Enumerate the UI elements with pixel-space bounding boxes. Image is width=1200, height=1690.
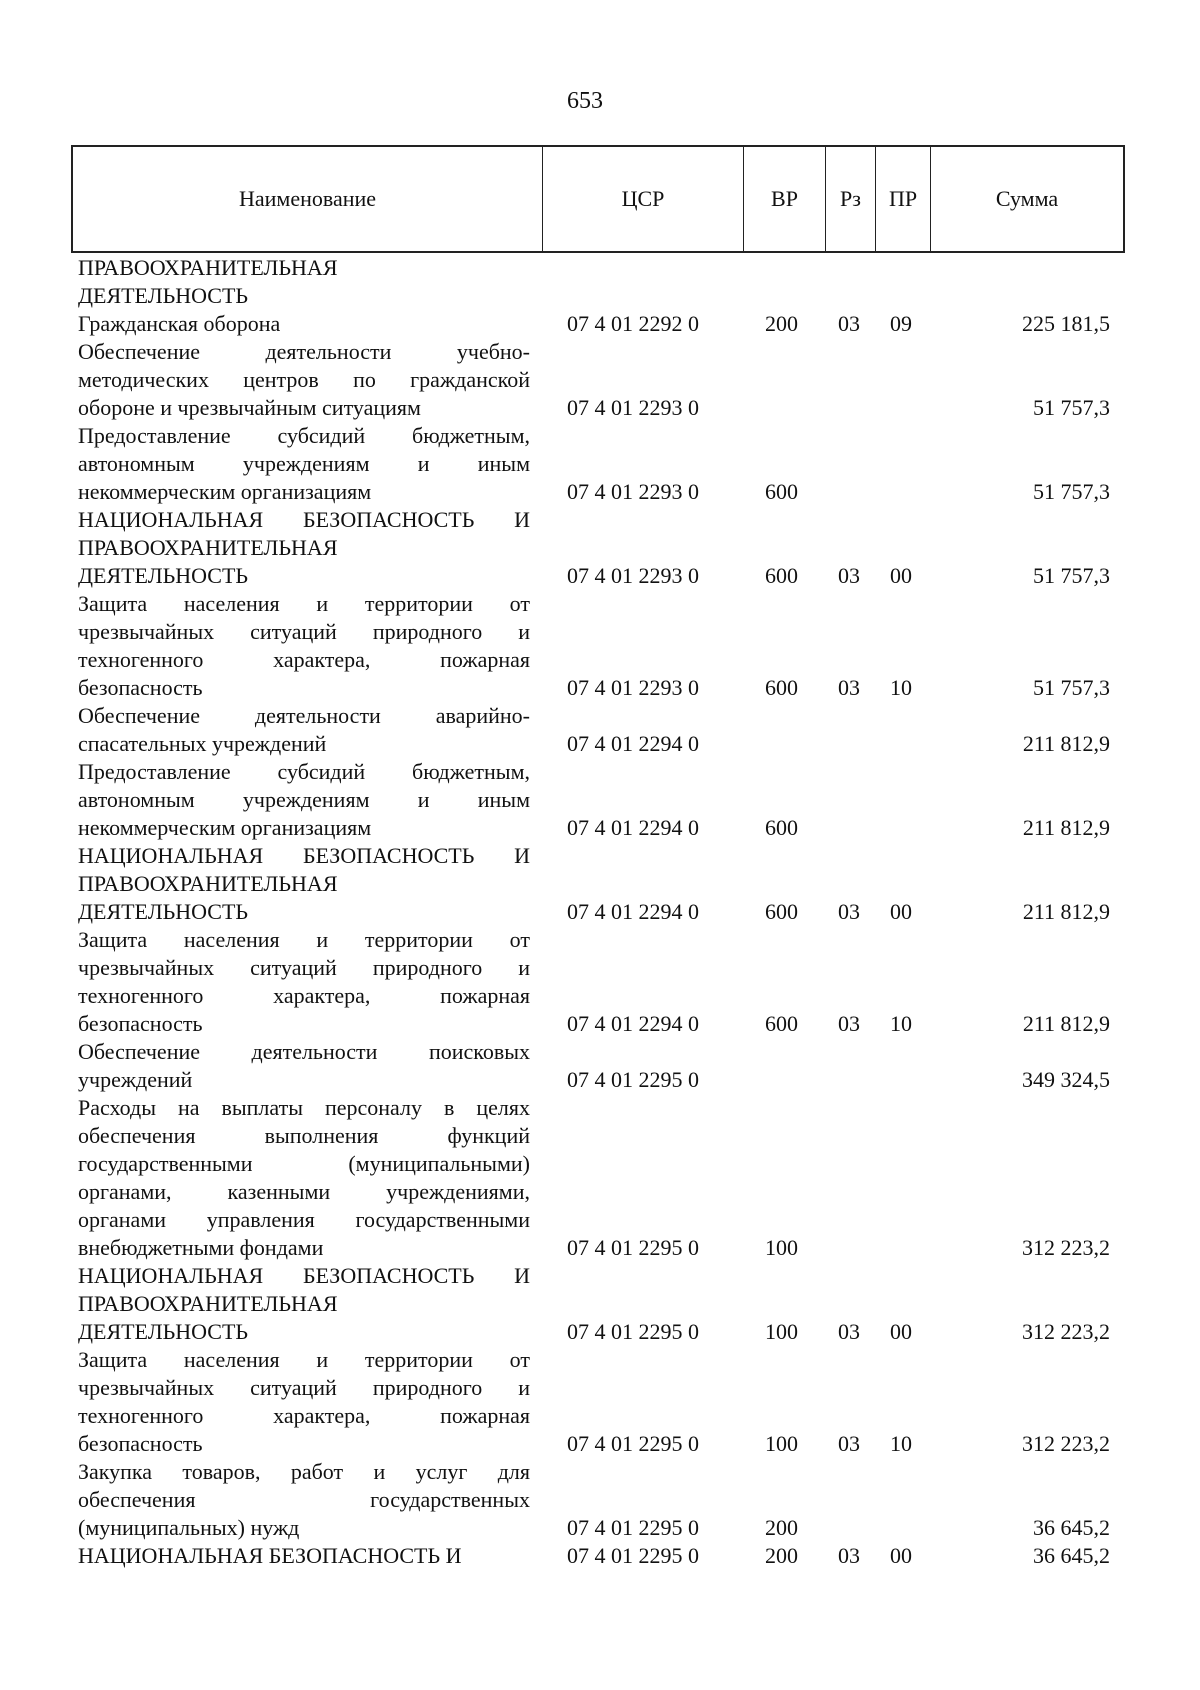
row-name-line: техногенного характера, пожарная xyxy=(78,647,530,672)
row-name-line: чрезвычайных ситуаций природного и xyxy=(78,619,530,644)
header-csr: ЦСР xyxy=(543,147,744,251)
row-sum: 51 757,3 xyxy=(1033,479,1110,504)
row-name-line: ДЕЯТЕЛЬНОСТЬ xyxy=(78,899,249,924)
row-name-line: спасательных учреждений xyxy=(78,731,327,756)
row-sum: 312 223,2 xyxy=(1022,1235,1110,1260)
table-row xyxy=(0,422,1200,506)
row-rz: 03 xyxy=(838,311,860,336)
table-header xyxy=(71,145,1125,253)
row-csr: 07 4 01 2295 0 xyxy=(567,1543,699,1568)
row-vr: 600 xyxy=(765,479,798,504)
row-name-line: безопасность xyxy=(78,675,203,700)
row-name-line: техногенного характера, пожарная xyxy=(78,983,530,1008)
row-pr: 10 xyxy=(890,1431,912,1456)
row-rz: 03 xyxy=(838,1011,860,1036)
row-sum: 211 812,9 xyxy=(1022,899,1110,924)
row-sum: 211 812,9 xyxy=(1022,1011,1110,1036)
row-rz: 03 xyxy=(838,899,860,924)
row-vr: 100 xyxy=(765,1319,798,1344)
table-row xyxy=(0,506,1200,590)
row-csr: 07 4 01 2293 0 xyxy=(567,563,699,588)
row-name-line: ПРАВООХРАНИТЕЛЬНАЯ xyxy=(78,871,338,896)
row-rz: 03 xyxy=(838,1319,860,1344)
row-rz: 03 xyxy=(838,563,860,588)
row-name-line: Предоставление субсидий бюджетным, xyxy=(78,423,530,448)
row-name-line: чрезвычайных ситуаций природного и xyxy=(78,1375,530,1400)
row-csr: 07 4 01 2295 0 xyxy=(567,1319,699,1344)
row-vr: 600 xyxy=(765,563,798,588)
row-vr: 100 xyxy=(765,1235,798,1260)
table-row xyxy=(0,702,1200,758)
header-vr: ВР xyxy=(744,147,826,251)
row-csr: 07 4 01 2292 0 xyxy=(567,311,699,336)
row-name-line: Защита населения и территории от xyxy=(78,927,530,952)
row-rz: 03 xyxy=(838,1431,860,1456)
row-name xyxy=(78,1038,530,1094)
row-name xyxy=(78,506,530,590)
row-name-line: Обеспечение деятельности аварийно- xyxy=(78,703,530,728)
row-vr: 200 xyxy=(765,311,798,336)
row-name-line: обеспечения выполнения функций xyxy=(78,1123,530,1148)
row-name-line: Расходы на выплаты персоналу в целях xyxy=(78,1095,530,1120)
table-row xyxy=(0,926,1200,1038)
table-row xyxy=(0,1458,1200,1542)
row-name-line: органами, казенными учреждениями, xyxy=(78,1179,530,1204)
row-name xyxy=(78,702,530,758)
row-sum: 211 812,9 xyxy=(1022,815,1110,840)
row-pr: 10 xyxy=(890,675,912,700)
row-sum: 51 757,3 xyxy=(1033,395,1110,420)
row-name-line: методических центров по гражданской xyxy=(78,367,530,392)
row-name-line: ПРАВООХРАНИТЕЛЬНАЯ xyxy=(78,1291,338,1316)
row-name-line: обороне и чрезвычайным ситуациям xyxy=(78,395,421,420)
row-name-line: автономным учреждениям и иным xyxy=(78,451,530,476)
row-name-line: НАЦИОНАЛЬНАЯ БЕЗОПАСНОСТЬ И xyxy=(78,1263,530,1288)
row-pr: 10 xyxy=(890,1011,912,1036)
row-name-line: ПРАВООХРАНИТЕЛЬНАЯ xyxy=(78,255,338,280)
row-pr: 09 xyxy=(890,311,912,336)
row-csr: 07 4 01 2295 0 xyxy=(567,1515,699,1540)
row-name xyxy=(78,338,530,422)
row-name-line: Закупка товаров, работ и услуг для xyxy=(78,1459,530,1484)
row-name-line: автономным учреждениям и иным xyxy=(78,787,530,812)
row-vr: 600 xyxy=(765,899,798,924)
table-row xyxy=(0,1094,1200,1262)
row-vr: 100 xyxy=(765,1431,798,1456)
table-row xyxy=(0,590,1200,702)
row-vr: 200 xyxy=(765,1515,798,1540)
row-csr: 07 4 01 2293 0 xyxy=(567,395,699,420)
row-name xyxy=(78,1262,530,1346)
row-name-line: ДЕЯТЕЛЬНОСТЬ xyxy=(78,563,249,588)
row-rz: 03 xyxy=(838,1543,860,1568)
row-csr: 07 4 01 2295 0 xyxy=(567,1431,699,1456)
row-name xyxy=(78,1346,530,1458)
row-csr: 07 4 01 2295 0 xyxy=(567,1235,699,1260)
row-name xyxy=(78,926,530,1038)
row-name-line: учреждений xyxy=(78,1067,193,1092)
row-vr: 600 xyxy=(765,1011,798,1036)
row-name-line: Предоставление субсидий бюджетным, xyxy=(78,759,530,784)
row-name-line: некоммерческим организациям xyxy=(78,815,372,840)
row-pr: 00 xyxy=(890,1543,912,1568)
table-row xyxy=(0,1262,1200,1346)
row-csr: 07 4 01 2294 0 xyxy=(567,899,699,924)
row-vr: 200 xyxy=(765,1543,798,1568)
row-sum: 51 757,3 xyxy=(1033,563,1110,588)
row-name xyxy=(78,1094,530,1262)
header-rz: Рз xyxy=(826,147,876,251)
row-vr: 600 xyxy=(765,675,798,700)
row-sum: 312 223,2 xyxy=(1022,1431,1110,1456)
row-sum: 349 324,5 xyxy=(1022,1067,1110,1092)
row-name-line: безопасность xyxy=(78,1011,203,1036)
row-name-line: НАЦИОНАЛЬНАЯ БЕЗОПАСНОСТЬ И xyxy=(78,843,530,868)
table-row xyxy=(0,254,1200,310)
row-pr: 00 xyxy=(890,1319,912,1344)
row-name-line: НАЦИОНАЛЬНАЯ БЕЗОПАСНОСТЬ И xyxy=(78,1543,462,1568)
row-name-line: чрезвычайных ситуаций природного и xyxy=(78,955,530,980)
row-name-line: Защита населения и территории от xyxy=(78,1347,530,1372)
table-row xyxy=(0,758,1200,842)
row-pr: 00 xyxy=(890,563,912,588)
row-sum: 36 645,2 xyxy=(1033,1515,1110,1540)
row-rz: 03 xyxy=(838,675,860,700)
row-vr: 600 xyxy=(765,815,798,840)
row-name-line: безопасность xyxy=(78,1431,203,1456)
row-name xyxy=(78,310,530,338)
page-number: 653 xyxy=(567,88,603,114)
row-csr: 07 4 01 2294 0 xyxy=(567,731,699,756)
row-sum: 211 812,9 xyxy=(1022,731,1110,756)
table-row xyxy=(0,1346,1200,1458)
row-name-line: ДЕЯТЕЛЬНОСТЬ xyxy=(78,283,249,308)
row-name-line: НАЦИОНАЛЬНАЯ БЕЗОПАСНОСТЬ И xyxy=(78,507,530,532)
row-name-line: внебюджетными фондами xyxy=(78,1235,324,1260)
row-pr: 00 xyxy=(890,899,912,924)
table-row xyxy=(0,310,1200,338)
row-name-line: Обеспечение деятельности учебно- xyxy=(78,339,530,364)
row-sum: 51 757,3 xyxy=(1033,675,1110,700)
row-name-line: государственными (муниципальными) xyxy=(78,1151,530,1176)
row-name-line: ПРАВООХРАНИТЕЛЬНАЯ xyxy=(78,535,338,560)
row-name-line: некоммерческим организациям xyxy=(78,479,372,504)
row-name xyxy=(78,590,530,702)
row-name-line: техногенного характера, пожарная xyxy=(78,1403,530,1428)
row-name-line: Защита населения и территории от xyxy=(78,591,530,616)
row-name-line: Обеспечение деятельности поисковых xyxy=(78,1039,530,1064)
header-pr: ПР xyxy=(876,147,931,251)
row-name xyxy=(78,758,530,842)
header-sum: Сумма xyxy=(995,186,1059,211)
row-csr: 07 4 01 2293 0 xyxy=(567,479,699,504)
row-name-line: обеспечения государственных xyxy=(78,1487,530,1512)
table-body xyxy=(0,254,1200,1570)
row-name xyxy=(78,1458,530,1542)
row-name-line: органами управления государственными xyxy=(78,1207,530,1232)
table-row xyxy=(0,1542,1200,1570)
row-csr: 07 4 01 2293 0 xyxy=(567,675,699,700)
row-csr: 07 4 01 2295 0 xyxy=(567,1067,699,1092)
row-name xyxy=(78,254,530,310)
row-csr: 07 4 01 2294 0 xyxy=(567,815,699,840)
table-row xyxy=(0,842,1200,926)
row-sum: 36 645,2 xyxy=(1033,1543,1110,1568)
row-sum: 312 223,2 xyxy=(1022,1319,1110,1344)
row-sum: 225 181,5 xyxy=(1022,311,1110,336)
row-name-line: (муниципальных) нужд xyxy=(78,1515,300,1540)
row-csr: 07 4 01 2294 0 xyxy=(567,1011,699,1036)
row-name xyxy=(78,1542,530,1570)
row-name-line: Гражданская оборона xyxy=(78,311,281,336)
row-name-line: ДЕЯТЕЛЬНОСТЬ xyxy=(78,1319,249,1344)
row-name xyxy=(78,422,530,506)
row-name xyxy=(78,842,530,926)
header-name: Наименование xyxy=(73,147,543,251)
table-row xyxy=(0,1038,1200,1094)
table-row xyxy=(0,338,1200,422)
